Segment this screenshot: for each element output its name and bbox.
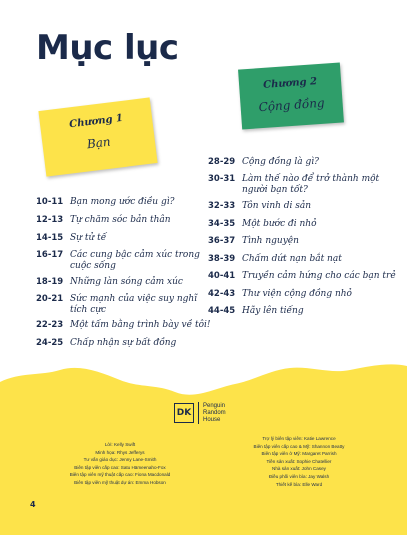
credit-line: Trợ lý biên tập viên: Katie Lawrence	[262, 436, 336, 441]
credits-left	[50, 441, 190, 487]
toc-pages: 36-37	[208, 236, 236, 246]
toc-entry[interactable]	[36, 320, 215, 331]
toc-title: Một bước đi nhỏ	[242, 219, 317, 229]
toc-pages: 40-41	[208, 271, 236, 281]
toc-pages: 38-39	[208, 254, 236, 264]
toc-title: Tự chăm sóc bản thân	[70, 215, 171, 225]
toc-entry[interactable]	[36, 338, 210, 349]
penguin-random-house-wordmark	[203, 403, 226, 424]
page-title: Mục lục	[36, 28, 179, 68]
toc-entry[interactable]	[36, 215, 210, 226]
toc-title: Làm thế nào để trở thành một người bạn tốt?	[242, 174, 380, 195]
chapter2-sticky-note	[238, 63, 344, 130]
toc-entry[interactable]	[36, 294, 200, 316]
credit-line: Nhà sản xuất: John Casey	[272, 466, 326, 472]
toc-pages: 30-31	[208, 174, 236, 184]
credit-line: Thiết kế bìa: Elle Ward	[275, 481, 323, 487]
toc-pages: 18-19	[36, 277, 64, 287]
credit-line: Biên tập viên mỹ thuật dự án: Emma Hobson	[74, 479, 166, 485]
toc-pages: 32-33	[208, 201, 236, 211]
credit-line: Biên tập viên cấp cao: Satu Hämeenaho-Fox	[74, 464, 166, 470]
toc-entry[interactable]	[36, 250, 200, 272]
toc-title: Bạn mong ước điều gì?	[70, 197, 175, 207]
publisher-logo	[174, 402, 226, 424]
credit-line: Điều phối viên bìa: Jay Walsh	[268, 473, 330, 479]
chapter1-name: Bạn	[86, 134, 112, 152]
toc-title: Chấp nhận sự bất đồng	[70, 338, 177, 348]
toc-title: Cộng đồng là gì?	[242, 157, 319, 167]
logo-divider	[198, 402, 199, 424]
credit-line: Tiền sản xuất: Sophie Chatellier	[266, 458, 332, 464]
toc-pages: 24-25	[36, 338, 64, 348]
toc-title: Thư viện cộng đồng nhỏ	[242, 289, 352, 299]
toc-entry[interactable]	[208, 201, 392, 212]
credit-line: Minh họa: Rhys Jefferys	[95, 449, 145, 455]
toc-entry[interactable]	[208, 157, 392, 168]
toc-pages: 12-13	[36, 215, 64, 225]
credit-line: Biên tập viên ở Mỹ: Margaret Parrish	[261, 451, 337, 457]
toc-entry[interactable]	[208, 289, 392, 300]
toc-pages: 44-45	[208, 306, 236, 316]
toc-entry[interactable]	[36, 197, 210, 208]
toc-entry[interactable]	[208, 306, 392, 317]
toc-title: Những làn sóng cảm xúc	[70, 277, 183, 287]
chapter2-name: Cộng đồng	[258, 95, 326, 115]
credit-line: Biên tập viên mỹ thuật cấp cao: Fiona Macdonald	[69, 472, 171, 478]
toc-title: Hãy lên tiếng	[242, 306, 304, 316]
toc-title: Sức mạnh của việc suy nghĩ tích cực	[70, 294, 198, 315]
toc-entry[interactable]	[208, 174, 392, 196]
toc-pages: 14-15	[36, 233, 64, 243]
toc-title: Chấm dứt nạn bắt nạt	[242, 254, 342, 264]
credits-right	[224, 435, 374, 488]
credit-line: Lời: Kelly Swift	[104, 442, 136, 447]
toc-pages: 22-23	[36, 320, 64, 330]
toc-title: Sự tử tế	[70, 233, 107, 243]
wordmark-line: Random	[203, 409, 226, 416]
toc-title: Truyền cảm hứng cho các bạn trẻ	[242, 271, 396, 281]
credit-line: Tư vấn giáo dục: Jenny Lane-Smith	[83, 457, 157, 463]
toc-pages: 10-11	[36, 197, 64, 207]
toc-title: Tình nguyện	[242, 236, 299, 246]
toc-entry[interactable]	[208, 219, 392, 230]
chapter1-sticky-note	[38, 97, 157, 176]
toc-pages: 28-29	[208, 157, 236, 167]
toc-entry[interactable]	[208, 236, 392, 247]
page-number: 4	[30, 500, 36, 509]
toc-entry[interactable]	[208, 271, 402, 282]
wordmark-line: House	[203, 416, 221, 423]
toc-pages: 16-17	[36, 250, 64, 260]
toc-pages: 20-21	[36, 294, 64, 304]
dk-logo-mark: DK	[174, 403, 194, 423]
toc-pages: 34-35	[208, 219, 236, 229]
wordmark-line: Penguin	[203, 402, 226, 409]
credit-line: Biên tập viên cấp cao & Mỹ: Shannon Beatty	[253, 443, 345, 449]
chapter2-label: Chương 2	[262, 76, 318, 91]
toc-title: Một tấm bằng trình bày về tôi!	[70, 320, 211, 330]
toc-pages: 42-43	[208, 289, 236, 299]
toc-title: Tôn vinh di sản	[242, 201, 312, 211]
toc-entry[interactable]	[208, 254, 392, 265]
toc-title: Các cung bậc cảm xúc trong cuộc sống	[70, 250, 200, 271]
toc-entry[interactable]	[36, 233, 210, 244]
chapter1-label: Chương 1	[68, 112, 124, 131]
toc-entry[interactable]	[36, 277, 210, 288]
